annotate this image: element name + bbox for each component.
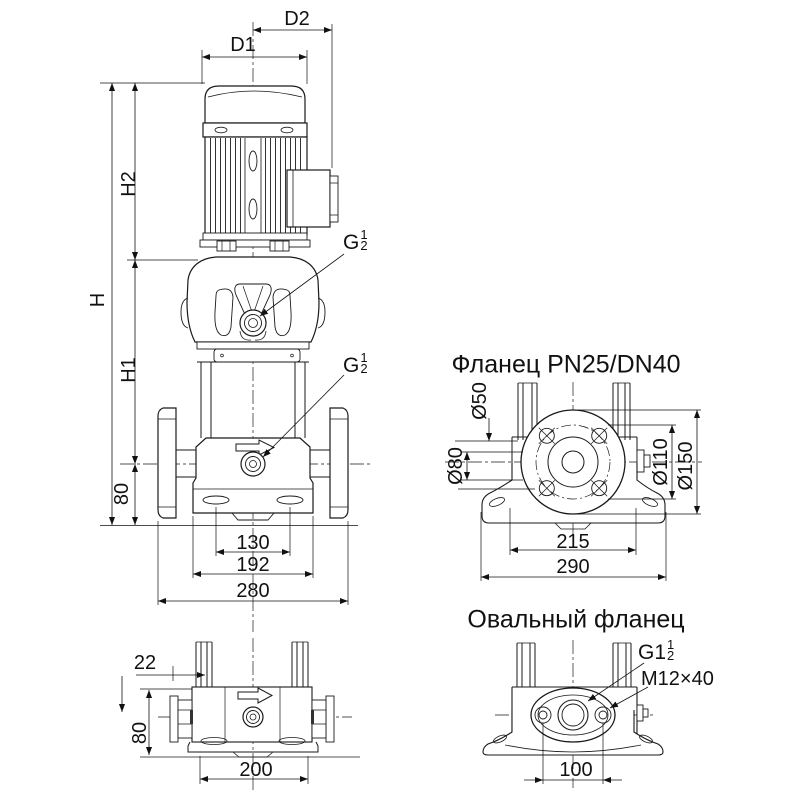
dim-label-h: H	[87, 292, 109, 308]
dim-label-d50: Ø50	[469, 382, 491, 420]
vent-plug-size: G	[343, 231, 360, 254]
vent-plug-label: G 1 2	[343, 227, 368, 254]
oval-thread-size: G1	[638, 641, 667, 664]
union-nut-right	[326, 696, 334, 742]
dim-label-h2: H2	[118, 171, 140, 197]
dim-label-d2: D2	[284, 8, 310, 30]
bottom-view-pipes	[196, 642, 308, 687]
dim-label-80: 80	[111, 482, 133, 506]
oval-thread-label: G1 1 2	[638, 637, 675, 664]
dim-label-215: 215	[556, 531, 590, 553]
dim-label-280: 280	[236, 580, 270, 602]
motor-base	[200, 233, 310, 251]
suction-flange	[158, 408, 196, 518]
side-fitting	[637, 450, 644, 472]
discharge-flange	[310, 408, 348, 518]
dim-label-d80: Ø80	[445, 447, 467, 485]
oval-view-pipes	[517, 643, 631, 687]
union-nut-left	[170, 696, 178, 742]
pump-head	[181, 257, 325, 342]
flange-disc	[521, 410, 625, 514]
dim-label-d110: Ø110	[650, 438, 672, 486]
oval-view-title: Овальный фланец	[467, 605, 685, 634]
dim-label-192: 192	[236, 554, 270, 576]
nameplate-band	[197, 342, 309, 362]
pump-base	[193, 438, 313, 520]
nameplate	[214, 349, 300, 362]
dim-label-d150: Ø150	[675, 441, 697, 491]
dim-label-80-bottom: 80	[129, 721, 151, 745]
fan-cover	[203, 86, 307, 137]
flange-view-title: Фланец PN25/DN40	[451, 350, 681, 379]
dim-label-100: 100	[559, 759, 593, 781]
drain-plug-bottom	[243, 707, 263, 727]
bolt-spec-label: M12×40	[641, 668, 714, 690]
dim-label-290: 290	[556, 556, 590, 578]
drain-plug	[241, 452, 265, 476]
dim-label-h1: H1	[118, 357, 140, 383]
bottom-view-body	[170, 687, 334, 742]
motor-boss-upper	[249, 151, 257, 171]
oval-flange	[531, 688, 615, 742]
dim-label-d1: D1	[230, 34, 256, 56]
terminal-box	[287, 170, 338, 227]
vent-plug	[240, 310, 266, 336]
dim-label-200: 200	[239, 759, 273, 781]
thread-leader	[588, 663, 644, 701]
drain-plug-size: G	[343, 354, 360, 377]
dim-label-130: 130	[236, 532, 270, 554]
dim-label-22: 22	[133, 652, 157, 674]
motor-boss-lower	[249, 199, 257, 219]
drain-plug-label: G 1 2	[343, 350, 368, 377]
side-fitting-oval	[637, 705, 643, 721]
